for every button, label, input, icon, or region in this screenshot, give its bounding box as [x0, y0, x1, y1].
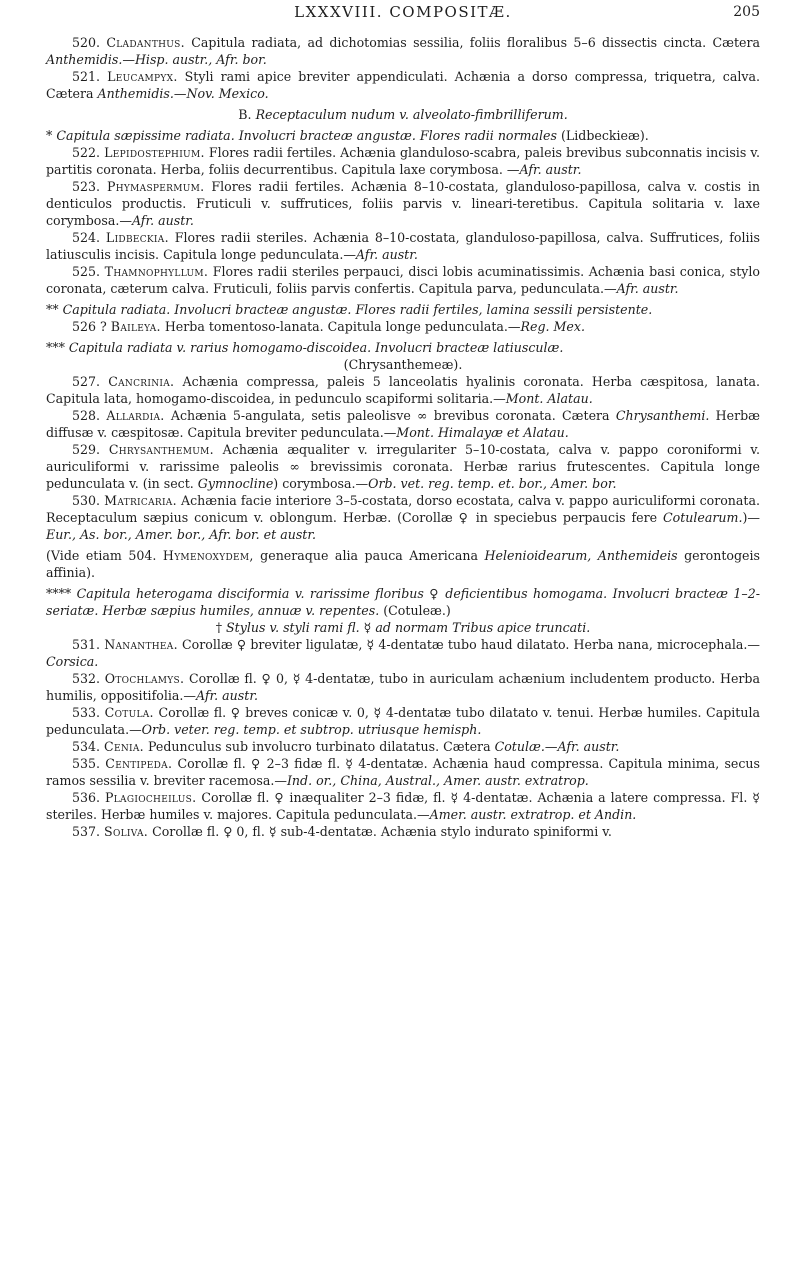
- entry-number: 528.: [72, 408, 107, 423]
- entry-italic: —Afr. austr.: [343, 247, 418, 262]
- dagger-marker: †: [215, 620, 223, 635]
- entry-text: Corollæ fl. ♀ 2–3 fidæ fl. ☿ 4-dentatæ. Achænia haud compressa. Capitula minima, secus ramos sessilia v. breviter racemosa.—: [46, 756, 760, 788]
- genus-entry: [46, 68, 760, 102]
- entry-italic: Amer. austr. extratrop. et Andin.: [429, 807, 637, 822]
- asterisk-marker: *: [46, 128, 53, 143]
- genus-name: Lepidostephium.: [104, 145, 205, 160]
- genus-name: Baileya.: [110, 319, 161, 334]
- genus-entry: [46, 636, 760, 670]
- entry-number: 529.: [72, 442, 109, 457]
- subsection-text: Capitula sæpissime radiata. Involucri bracteæ angustæ. Flores radii normales: [56, 128, 557, 143]
- entry-italic: Corsica.: [46, 654, 99, 669]
- genus-entry: [46, 441, 760, 492]
- genus-name: Nananthea.: [104, 637, 178, 652]
- asterisk-marker: ***: [46, 340, 65, 355]
- section-letter: B.: [238, 107, 252, 122]
- page-number: 205: [733, 4, 760, 20]
- genera-list-b: [46, 144, 760, 297]
- genus-name: Otochlamys.: [104, 671, 185, 686]
- genus-name: Cladanthus.: [106, 35, 185, 50]
- genera-list-3: [46, 373, 760, 543]
- genus-entry: [46, 670, 760, 704]
- entry-text: Herba tomentoso-lanata. Capitula longe pedunculata.: [160, 319, 508, 334]
- note-text: (Vide etiam 504.: [46, 548, 163, 563]
- genus-name: Cancrinia.: [108, 374, 175, 389]
- entry-text: Styli rami apice breviter appendiculati. Achænia a dorso compressa, triquetra, calva. Cætera: [46, 69, 760, 101]
- entry-text: Flores radii steriles perpauci, disci lobis acuminatissimis. Achænia basi conica, stylo coronata, cæterum calva. Fruticuli, foliis parvis confertis. Capitula parva, pedunculata.: [46, 264, 760, 296]
- tribe-line: [46, 356, 760, 373]
- note-genus: Hymenoxydem,: [162, 548, 254, 563]
- entry-number: 533.: [72, 705, 105, 720]
- section-title: Receptaculum nudum v. alveolato-fimbrilliferum.: [255, 107, 568, 122]
- sub-subsection-heading: [46, 619, 760, 636]
- genus-entry: [46, 229, 760, 263]
- genus-entry: [46, 318, 760, 335]
- genus-name: Chrysanthemum.: [108, 442, 214, 457]
- entry-number: 531.: [72, 637, 105, 652]
- genus-entry: [46, 263, 760, 297]
- entry-number: 534.: [72, 739, 105, 754]
- entry-italic: Chrysanthemi.: [615, 408, 710, 423]
- tribe-name: (Chrysanthemeæ).: [343, 357, 463, 372]
- entry-text-2: ) corymbosa.—: [273, 476, 369, 491]
- genus-name: Lidbeckia.: [105, 230, 169, 245]
- entry-text: Corollæ fl. ♀ 0, fl. ☿ sub-4-dentatæ. Achænia stylo indurato spiniformi v.: [148, 824, 612, 839]
- entry-italic-2: Eur., As. bor., Amer. bor., Afr. bor. et austr.: [46, 527, 316, 542]
- entry-number: 535.: [72, 756, 106, 771]
- entry-text: Corollæ fl. ♀ breves conicæ v. 0, ☿ 4-dentatæ tubo dilatato v. tenui. Herbæ humiles. Capitula pedunculata.—: [46, 705, 760, 737]
- entry-italic: Anthemidis.—Nov. Mexico.: [97, 86, 269, 101]
- tribe-name: (Cotuleæ.): [383, 603, 451, 618]
- entry-italic: Afr. austr.: [196, 688, 258, 703]
- entry-text-2: )—: [742, 510, 760, 525]
- tribe-name: (Lidbeckieæ).: [560, 128, 649, 143]
- entry-italic: —Afr. austr.: [603, 281, 679, 296]
- subsection-text: Capitula heterogama disciformia v. rarissime floribus ♀ deficientibus homogama. Involucri bracteæ 1–2-seriatæ. Herbæ sæpius humiles, annuæ v. repentes.: [46, 586, 760, 618]
- entry-italic-2: Orb. vet. reg. temp. et. bor., Amer. bor.: [368, 476, 617, 491]
- genus-entry: [46, 144, 760, 178]
- genera-list-2: [46, 318, 760, 335]
- entry-text: Achænia facie interiore 3–5-costata, dorso ecostata, calva v. pappo auriculiformi coronata. Receptaculum sæpius conicum v. oblongum. Herbæ. (Corollæ ♀ in speciebus perpaucis fere: [46, 493, 760, 525]
- genus-entry: [46, 823, 760, 840]
- subsection-heading-4: [46, 585, 760, 619]
- entry-text: Pedunculus sub involucro turbinato dilatatus. Cætera: [144, 739, 495, 754]
- genus-name: Cenia.: [104, 739, 144, 754]
- note-text-3: gerontogeis affinia).: [46, 548, 760, 580]
- entry-text: Flores radii fertiles. Achænia 8–10-costata, glanduloso-papillosa, calva v. costis in denticulos productis. Fruticuli v. suffrutices, foliis parvis v. lineari-teretibus. Capitula solitaria v. laxe corymbosa.: [46, 179, 760, 228]
- genus-entry: [46, 755, 760, 789]
- entry-text: Corollæ fl. ♀ inæqualiter 2–3 fidæ, fl. ☿ 4-dentatæ. Achænia a latere compressa. Fl. ☿ steriles. Herbæ humiles v. majores. Capitula pedunculata.—: [46, 790, 761, 822]
- entry-text: Achænia æqualiter v. irregulariter 5–10-costata, calva v. pappo coroniformi v. auriculiformi v. rarissime paleolis ∞ brevissimis coronata. Herbæ rarius frutescentes. Capitula longe pedunculata v. (in sect.: [46, 442, 760, 491]
- entry-italic: —Reg. Mex.: [507, 319, 585, 334]
- genus-entry: [46, 373, 760, 407]
- genus-name: Soliva.: [104, 824, 149, 839]
- genus-name: Leucampyx.: [107, 69, 178, 84]
- subsection-heading-3: [46, 339, 760, 356]
- running-title: LXXXVIII. COMPOSITÆ.: [294, 3, 512, 21]
- entry-number: 525.: [72, 264, 105, 279]
- entry-number: 536.: [72, 790, 105, 805]
- subheading-text: Stylus v. styli rami fl. ☿ ad normam Tribus apice truncati.: [226, 620, 591, 635]
- entry-number: 521.: [72, 69, 108, 84]
- entry-number: 537.: [72, 824, 105, 839]
- entry-italic: Cotulearum.: [663, 510, 743, 525]
- genus-name: Plagiocheilus.: [105, 790, 197, 805]
- genus-entry: [46, 492, 760, 543]
- entry-number: 532.: [72, 671, 105, 686]
- subsection-heading-2: [46, 301, 760, 318]
- genus-entry: [46, 407, 760, 441]
- section-b-heading: [46, 106, 760, 123]
- note-text-2: generaque alia pauca Americana: [253, 548, 485, 563]
- genus-name: Centipeda.: [105, 756, 173, 771]
- asterisk-marker: **: [46, 302, 59, 317]
- page-header: [46, 4, 760, 34]
- subsection-text: Capitula radiata. Involucri bracteæ angustæ. Flores radii fertiles, lamina sessili persistente.: [62, 302, 653, 317]
- genus-name: Thamnophyllum.: [104, 264, 209, 279]
- genus-entry: [46, 34, 760, 68]
- subsection-text: Capitula radiata v. rarius homogamo-discoidea. Involucri bracteæ latiusculæ.: [68, 340, 564, 355]
- entry-number: 526 ?: [72, 319, 111, 334]
- genera-list-a: [46, 34, 760, 102]
- entry-italic: —Afr. austr.: [119, 213, 194, 228]
- entry-number: 524.: [72, 230, 106, 245]
- entry-italic-2: —Mont. Himalayæ et Alatau.: [383, 425, 569, 440]
- entry-italic: Cotulæ.—Afr. austr.: [494, 739, 620, 754]
- entry-text: Achænia 5-angulata, setis paleolisve ∞ brevibus coronata. Cætera: [164, 408, 616, 423]
- entry-text: Achænia compressa, paleis 5 lanceolatis hyalinis coronata. Herba cæspitosa, lanata. Capitula lata, homogamo-discoidea, in pedunculo scapiformi solitaria.—: [46, 374, 761, 406]
- asterisk-marker: ****: [46, 586, 72, 601]
- cross-reference-note: [46, 547, 760, 581]
- entry-text: Flores radii fertiles. Achænia glanduloso-scabra, paleis brevibus subconnatis incisis v. partitis coronata. Herba, foliis decurrentibus. Capitula laxe corymbosa.: [46, 145, 760, 177]
- entry-text: Corollæ fl. ♀ 0, ☿ 4-dentatæ, tubo in auriculam achænium includentem producto. Herba humilis, oppositifolia.—: [46, 671, 760, 703]
- entry-text: Capitula radiata, ad dichotomias sessilia, foliis floralibus 5–6 dissectis cincta. Cætera: [184, 35, 760, 50]
- entry-italic: Ind. or., China, Austral., Amer. austr. extratrop.: [286, 773, 589, 788]
- entry-text-2: Herbæ diffusæ v. cæspitosæ. Capitula breviter pedunculata.: [46, 408, 761, 440]
- entry-italic: Gymnocline: [197, 476, 274, 491]
- subsection-heading: [46, 127, 760, 144]
- genus-entry: [46, 789, 760, 823]
- entry-text: Flores radii steriles. Achænia 8–10-costata, glanduloso-papillosa, calva. Suffrutices, foliis latiusculis incisis. Capitula longe pedunculata.: [46, 230, 761, 262]
- note-italic: Helenioidearum, Anthemideis: [484, 548, 678, 563]
- entry-number: 522.: [72, 145, 105, 160]
- entry-text: Corollæ ♀ breviter ligulatæ, ☿ 4-dentatæ tubo haud dilatato. Herba nana, microcephala.—: [177, 637, 760, 652]
- genus-name: Cotula.: [104, 705, 154, 720]
- entry-italic: Anthemidis.—Hisp. austr., Afr. bor.: [46, 52, 267, 67]
- entry-number: 523.: [72, 179, 107, 194]
- genus-entry: [46, 738, 760, 755]
- entry-number: 530.: [72, 493, 105, 508]
- entry-italic: Orb. veter. reg. temp. et subtrop. utriusque hemisph.: [141, 722, 482, 737]
- entry-italic: Mont. Alatau.: [505, 391, 593, 406]
- genus-entry: [46, 704, 760, 738]
- genera-list-4: [46, 636, 760, 840]
- genus-entry: [46, 178, 760, 229]
- genus-name: Allardia.: [106, 408, 165, 423]
- genus-name: Matricaria.: [104, 493, 177, 508]
- genus-name: Phymaspermum.: [106, 179, 205, 194]
- entry-number: 527.: [72, 374, 109, 389]
- entry-italic: —Afr. austr.: [506, 162, 582, 177]
- entry-number: 520.: [72, 35, 107, 50]
